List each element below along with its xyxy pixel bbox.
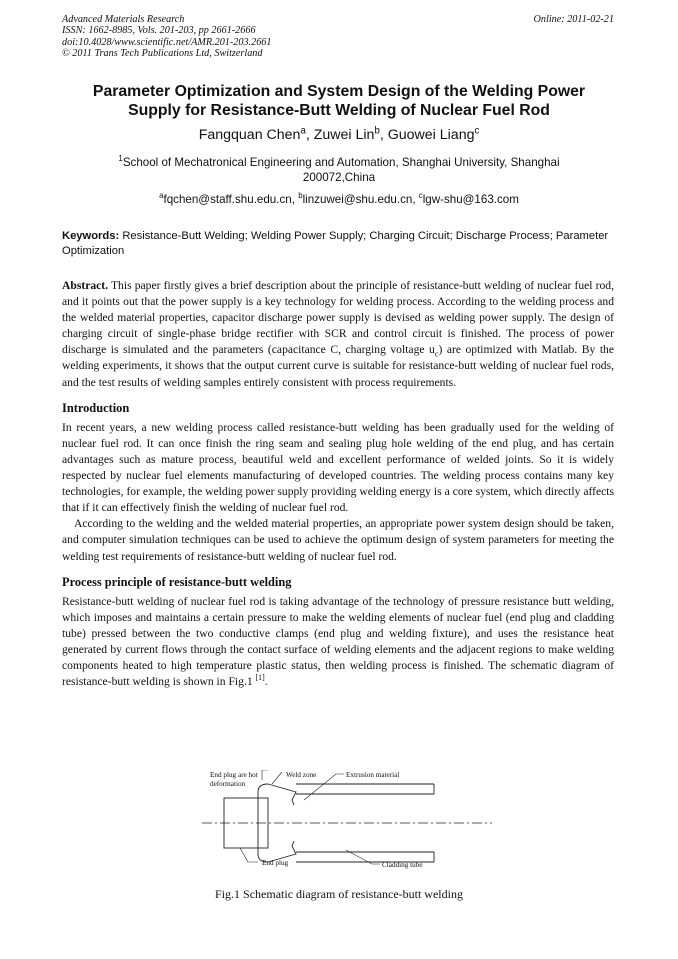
intro-paragraph-1: In recent years, a new welding process called resistance-butt welding has been gradually used for the welding of nuclear fuel rod. It can once finish the ring seam and sealing plug hole welding of the end plug, and has certain advantages such as mature process, beautiful weld and excellent performance of welded joints. So it is widely respected by nuclear fuel elements manufacturing of developed countries. The welding process contains many key technologies, for example, the welding power supply providing welding energy is a core system, which directly affects that if it can effectively finish the welding of nuclear fuel rod. bbox=[62, 420, 614, 515]
email-address: lgw-shu@163.com bbox=[422, 193, 519, 206]
leader-weld-zone bbox=[272, 772, 282, 784]
author-sup: c bbox=[474, 125, 480, 137]
abstract-text: This paper firstly gives a brief description about the principle of resistance-butt welding of nuclear fuel rod, and it points out that the power supply is a key technology for welding process. According to the welding process and the welded material properties, capacitor discharge power supply is devised as welding power supply. The design of charging circuit of single-phase bridge rectifier with SCR and control circuit is finished. The process of power discharge is simulated and the parameters (capacitance C, charging voltage u bbox=[62, 279, 614, 357]
welding-schematic-figure bbox=[196, 770, 496, 870]
label-hot-deformation-2: deformation bbox=[210, 780, 246, 788]
abstract-label: Abstract. bbox=[62, 279, 109, 292]
online-date: Online: 2011-02-21 bbox=[533, 14, 614, 25]
title-line-2: Supply for Resistance-Butt Welding of Nuclear Fuel Rod bbox=[128, 102, 550, 119]
affiliation bbox=[90, 155, 588, 185]
section-heading-introduction: Introduction bbox=[62, 400, 130, 415]
citation-ref: [1] bbox=[255, 673, 265, 683]
intro-paragraph-2: According to the welding and the welded material properties, an appropriate power system design should be taken, and computer simulation techniques can be used to achieve the optimum design of system parameters for meeting the welding test requirements of resistance-butt welding of nuclear fuel rod. bbox=[62, 517, 614, 563]
label-hot-deformation-1: End plug are hot bbox=[210, 771, 258, 779]
email-sup: a bbox=[159, 191, 164, 201]
keywords-text: Resistance-Butt Welding; Welding Power Supply; Charging Circuit; Discharge Process; Parameter Optimization bbox=[62, 230, 609, 257]
journal-header bbox=[62, 14, 271, 60]
process-end: . bbox=[264, 675, 268, 689]
paper-body bbox=[62, 278, 614, 690]
label-weld-zone: Weld zone bbox=[286, 771, 317, 779]
author-name: Fangquan Chen bbox=[198, 127, 301, 143]
label-cladding-tube: Cladding tube bbox=[382, 861, 423, 869]
abstract-paragraph bbox=[62, 278, 614, 391]
figure-caption: Fig.1 Schematic diagram of resistance-butt welding bbox=[215, 887, 463, 901]
paper-title bbox=[60, 82, 618, 120]
author-sup: b bbox=[374, 125, 380, 137]
label-end-plug: End plug bbox=[262, 859, 289, 867]
affiliation-sup: 1 bbox=[118, 154, 123, 164]
weld-bulge-upper bbox=[268, 784, 296, 805]
keywords-label: Keywords: bbox=[62, 230, 120, 242]
journal-doi: doi:10.4028/www.scientific.net/AMR.201-203.2661 bbox=[62, 36, 272, 48]
title-line-1: Parameter Optimization and System Design of the Welding Power bbox=[92, 83, 586, 100]
abstract-text-cont: ) are optimized with Matlab. By the welding experiments, it shows that the output current curve is suitable for resistance-butt welding of nuclear fuel rods, and the test results of welding samples entirely consistent with process requirements. bbox=[62, 343, 614, 389]
abstract-sub: c bbox=[434, 349, 439, 359]
author-name: Guowei Liang bbox=[387, 127, 475, 143]
journal-copyright: © 2011 Trans Tech Publications Ltd, Switzerland bbox=[62, 48, 263, 60]
author-sup: a bbox=[300, 125, 306, 137]
affiliation-text: School of Mechatronical Engineering and Automation, Shanghai University, Shanghai 200072,China bbox=[122, 156, 560, 184]
email-address: fqchen@staff.shu.edu.cn bbox=[163, 193, 292, 206]
section-heading-process: Process principle of resistance-butt welding bbox=[62, 574, 292, 589]
email-address: linzuwei@shu.edu.cn bbox=[302, 193, 413, 206]
author-emails: $^a$fqchen@staff.shu.edu.cn, $^b$linzuwei@shu.edu.cn, $^c$lgw-shu@163.com bbox=[159, 191, 519, 206]
label-extrusion-material: Extrusion material bbox=[346, 771, 400, 779]
leader-end-plug bbox=[240, 848, 258, 862]
process-paragraph bbox=[62, 594, 614, 691]
author-list: Fangquan Chen$^a$, Zuwei Lin$^b$, Guowei Liang$^c$ bbox=[198, 125, 480, 143]
email-sup: b bbox=[298, 191, 303, 201]
journal-name: Advanced Materials Research bbox=[62, 14, 185, 25]
leader-hot-deformation bbox=[262, 770, 268, 780]
email-sup: c bbox=[418, 191, 423, 201]
journal-issn: ISSN: 1662-8985, Vols. 201-203, pp 2661-2666 bbox=[62, 25, 256, 37]
process-text: Resistance-butt welding of nuclear fuel rod is taking advantage of the technology of pressure resistance butt welding, which imposes and maintains a certain pressure to make the welding elements of nuclear fuel (end plug and cladding tube) pressed between the two conductive clamps (end plug and welding fixture), and uses the resistance heat generated by current flows through the contact surface of welding elements and the adjacent regions to make welding components heated to high temperature plastic status, then welding process is finished. The schematic diagram of resistance-butt welding is shown in Fig.1 bbox=[62, 594, 614, 689]
keywords bbox=[62, 229, 614, 259]
author-name: Zuwei Lin bbox=[313, 127, 375, 143]
